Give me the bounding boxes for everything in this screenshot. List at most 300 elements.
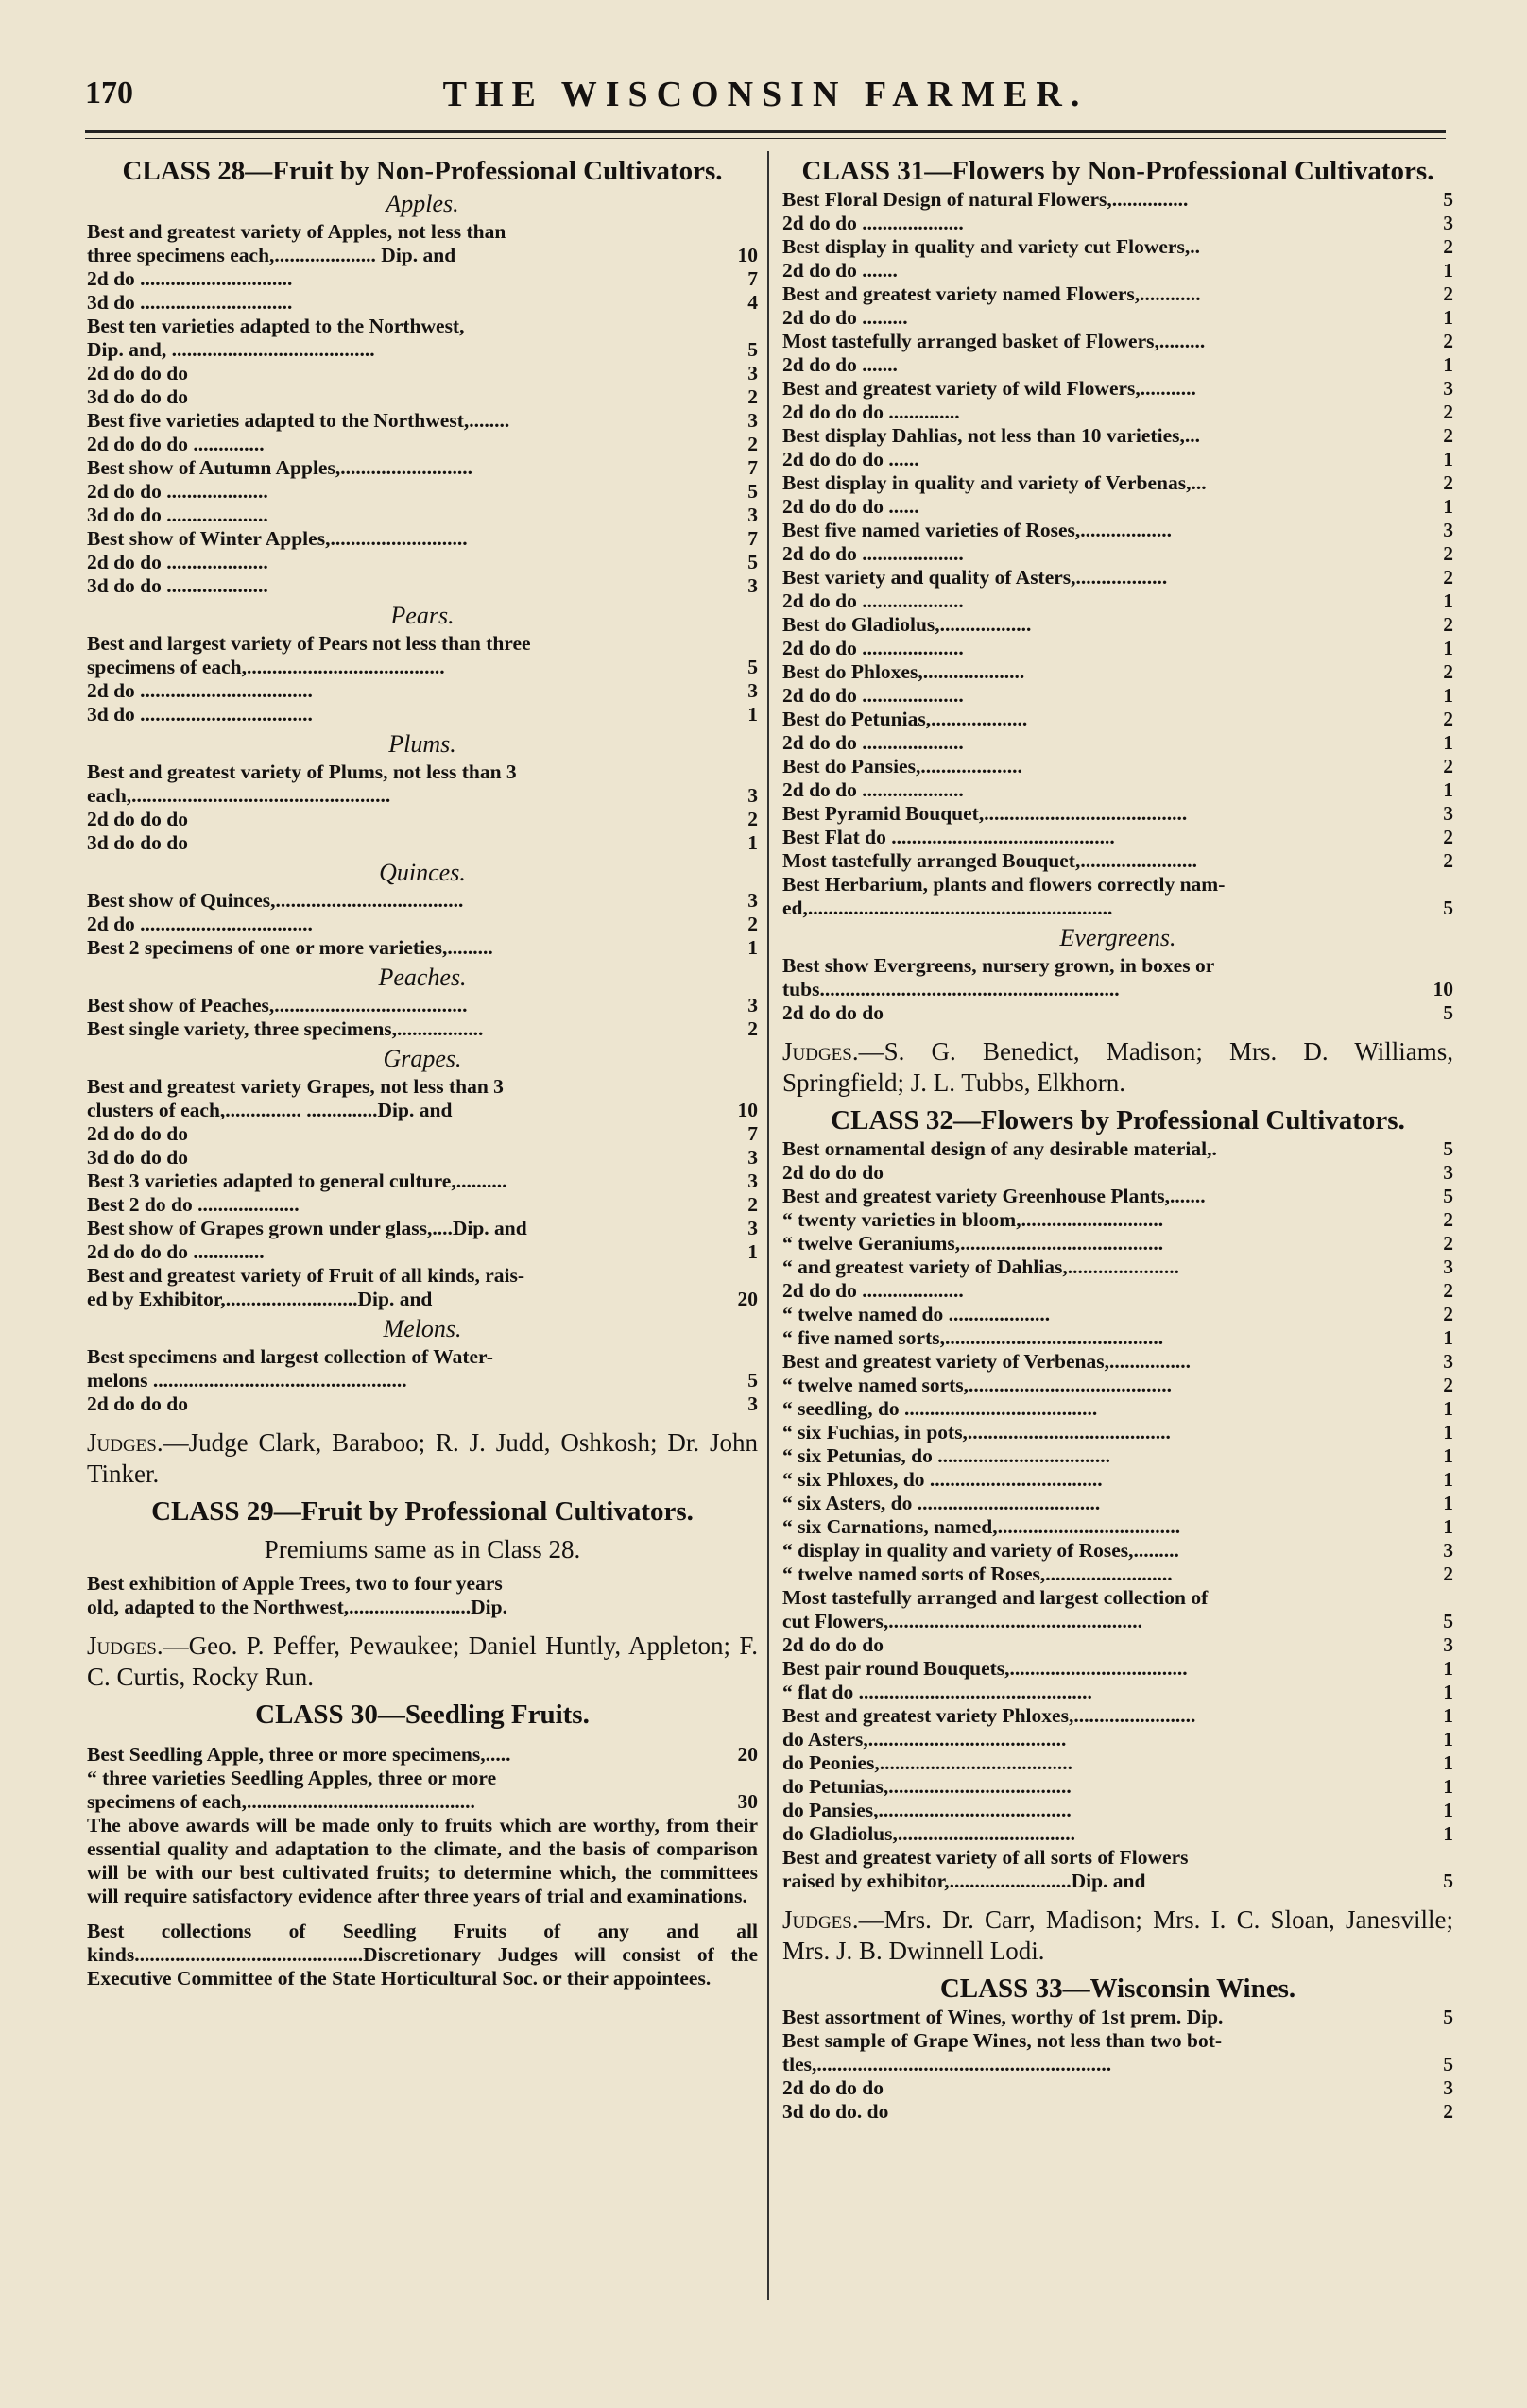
prize-value: 1 <box>1443 495 1453 518</box>
prize-line <box>782 1799 1453 1822</box>
pears-heading: Pears. <box>390 602 455 629</box>
prize-line <box>782 897 1453 920</box>
prize-line <box>782 282 1453 306</box>
prize-text: 2d do do .................... <box>87 480 268 503</box>
prize-value: 1 <box>1443 1681 1453 1703</box>
prize-line <box>87 1288 758 1311</box>
prize-value: 1 <box>1443 589 1453 612</box>
prize-value: 2 <box>747 913 758 935</box>
prize-text: 2d do do .................... <box>782 212 964 234</box>
prize-value: 3 <box>1443 377 1453 400</box>
prize-value: 3 <box>747 574 758 597</box>
judges-names: —Judge Clark, Baraboo; R. J. Judd, Oshkosh; Dr. John Tinker. <box>87 1428 758 1488</box>
prize-value: 1 <box>1443 731 1453 754</box>
prize-text: 2d do do do <box>87 808 188 830</box>
prize-text: Best single variety, three specimens,................. <box>87 1017 484 1040</box>
prize-value: 2 <box>1443 1563 1453 1585</box>
prize-line <box>782 542 1453 566</box>
plums-heading: Plums. <box>388 730 456 758</box>
prize-line <box>87 480 758 504</box>
prize-line <box>782 2029 1453 2053</box>
prize-line <box>87 913 758 936</box>
prize-text: Best 2 do do .................... <box>87 1193 300 1216</box>
prize-value: 3 <box>747 1170 758 1192</box>
prize-line <box>87 1392 758 1416</box>
prize-text: Best Seedling Apple, three or more specimens,..... <box>87 1743 511 1766</box>
prize-line <box>782 1515 1453 1539</box>
prize-text: Best do Phloxes,.................... <box>782 660 1025 683</box>
prize-value: 1 <box>747 1240 758 1263</box>
prize-value: 2 <box>1443 755 1453 777</box>
prize-value: 20 <box>737 1743 758 1766</box>
prize-text: Best show Evergreens, nursery grown, in boxes or <box>782 954 1215 977</box>
grapes-heading: Grapes. <box>383 1045 462 1072</box>
plums-list <box>87 760 758 855</box>
prize-line <box>782 826 1453 849</box>
prize-value: 3 <box>747 504 758 526</box>
prize-text: Best show of Autumn Apples,.......................... <box>87 456 472 479</box>
prize-line <box>782 212 1453 235</box>
prize-line <box>782 448 1453 471</box>
prize-line <box>782 1185 1453 1208</box>
prize-text: Best Herbarium, plants and flowers correctly nam- <box>782 873 1226 896</box>
prize-line <box>782 377 1453 401</box>
prize-line <box>87 1122 758 1146</box>
prize-value: 1 <box>1443 1326 1453 1349</box>
judges-names: —Geo. P. Peffer, Pewaukee; Daniel Huntly, Appleton; F. C. Curtis, Rocky Run. <box>87 1631 758 1691</box>
judges-class-29 <box>87 1631 758 1693</box>
prize-value: 2 <box>1443 330 1453 352</box>
prize-value: 7 <box>747 1122 758 1145</box>
prize-value: 5 <box>747 480 758 503</box>
prize-line <box>782 1492 1453 1515</box>
prize-value: 1 <box>1443 1492 1453 1514</box>
prize-value: 3 <box>1443 1255 1453 1278</box>
prize-text: Best five named varieties of Roses,.................. <box>782 519 1173 541</box>
prize-text: Best do Pansies,.................... <box>782 755 1022 777</box>
prize-line <box>782 954 1453 978</box>
prize-value: 5 <box>747 551 758 573</box>
prize-line <box>782 1374 1453 1397</box>
prize-text: tles,.......................................................... <box>782 2053 1112 2075</box>
prize-line <box>782 1633 1453 1657</box>
prize-line <box>782 259 1453 282</box>
prize-value: 1 <box>1443 448 1453 470</box>
prize-line <box>782 660 1453 684</box>
prize-line <box>782 306 1453 330</box>
prize-text: Best display in quality and variety of Verbenas,... <box>782 471 1207 494</box>
quinces-heading: Quinces. <box>379 859 466 886</box>
prize-line <box>782 1137 1453 1161</box>
prize-text: “ twelve named sorts of Roses,......................... <box>782 1563 1173 1585</box>
prize-line <box>87 889 758 913</box>
prize-line <box>782 1728 1453 1751</box>
prize-line <box>87 632 758 656</box>
prize-value: 3 <box>1443 1350 1453 1373</box>
prize-line <box>87 831 758 855</box>
prize-text: “ three varieties Seedling Apples, three or more <box>87 1767 497 1789</box>
prize-text: 2d do do .................... <box>782 637 964 659</box>
prize-line <box>782 849 1453 873</box>
class-31-heading: CLASS 31—Flowers by Non-Professional Cultivators. <box>801 156 1434 186</box>
prize-text: do Peonies,...................................... <box>782 1751 1072 1774</box>
prize-line <box>87 244 758 267</box>
prize-line <box>87 574 758 598</box>
prize-line <box>782 188 1453 212</box>
prize-value: 1 <box>1443 1468 1453 1491</box>
prize-line <box>87 1264 758 1288</box>
prize-value: 7 <box>747 456 758 479</box>
prize-text: 2d do do ....... <box>782 353 898 376</box>
prize-text: ed,............................................................ <box>782 897 1113 919</box>
prize-line <box>87 1767 758 1790</box>
prize-value: 5 <box>747 656 758 678</box>
prize-value: 3 <box>747 409 758 432</box>
judges-label: Judges. <box>782 1905 859 1934</box>
prize-value: 2 <box>1443 1279 1453 1302</box>
prize-value: 10 <box>737 1099 758 1121</box>
prize-text: Best 3 varieties adapted to general culture,.......... <box>87 1170 507 1192</box>
prize-line <box>782 1397 1453 1421</box>
prize-line <box>87 808 758 831</box>
prize-line <box>782 684 1453 708</box>
prize-text: Best and greatest variety of Verbenas,................ <box>782 1350 1191 1373</box>
prize-value: 2 <box>1443 1232 1453 1255</box>
prize-value: 1 <box>1443 1704 1453 1727</box>
prize-line <box>782 755 1453 778</box>
prize-text: Most tastefully arranged Bouquet,....................... <box>782 849 1197 872</box>
prize-text: 3d do do do <box>87 385 188 408</box>
right-column <box>782 151 1453 2124</box>
prize-line <box>87 679 758 703</box>
peaches-list <box>87 994 758 1041</box>
prize-value: 2 <box>1443 235 1453 258</box>
quinces-list <box>87 889 758 960</box>
prize-text: Best display Dahlias, not less than 10 varieties,... <box>782 424 1200 447</box>
prize-line <box>87 1146 758 1170</box>
prize-value: 7 <box>747 267 758 290</box>
prize-value: 3 <box>1443 2076 1453 2099</box>
prize-line <box>87 1345 758 1369</box>
prize-text: “ six Fuchias, in pots,........................................ <box>782 1421 1171 1443</box>
prize-text: Dip. and, ........................................ <box>87 338 375 361</box>
prize-line <box>87 936 758 960</box>
prize-text: 2d do do do <box>87 362 188 384</box>
prize-text: 2d do do .................... <box>782 778 964 801</box>
prize-value: 2 <box>747 1193 758 1216</box>
apples-heading: Apples. <box>386 190 459 217</box>
prize-value: 1 <box>747 703 758 726</box>
prize-text: Best and greatest variety named Flowers,............ <box>782 282 1201 305</box>
prize-text: clusters of each,............... ..............Dip. and <box>87 1099 453 1121</box>
prize-value: 5 <box>1443 1137 1453 1160</box>
prize-line <box>782 1303 1453 1326</box>
prize-line <box>87 504 758 527</box>
judges-names: —S. G. Benedict, Madison; Mrs. D. Williams, Springfield; J. L. Tubbs, Elkhorn. <box>782 1037 1453 1097</box>
prize-value: 2 <box>1443 401 1453 423</box>
prize-text: Best and greatest variety of wild Flowers,........... <box>782 377 1196 400</box>
prize-line <box>782 1279 1453 1303</box>
prize-value: 2 <box>747 808 758 830</box>
prize-value: 2 <box>1443 660 1453 683</box>
prize-text: Most tastefully arranged and largest collection of <box>782 1586 1209 1609</box>
prize-text: Best and greatest variety of Plums, not less than 3 <box>87 760 517 783</box>
prize-line <box>87 338 758 362</box>
prize-value: 2 <box>747 1017 758 1040</box>
prize-text: Best show of Peaches,...................................... <box>87 994 468 1016</box>
judges-label: Judges. <box>87 1631 163 1660</box>
prize-text: Best display in quality and variety cut Flowers,.. <box>782 235 1200 258</box>
prize-text: three specimens each,.................... Dip. and <box>87 244 456 266</box>
prize-text: 2d do .................................. <box>87 913 313 935</box>
judges-label: Judges. <box>782 1037 859 1066</box>
prize-text: 2d do do .................... <box>782 542 964 565</box>
judges-class-31 <box>782 1036 1453 1099</box>
prize-value: 3 <box>1443 212 1453 234</box>
prize-text: 2d do do do <box>782 1001 884 1024</box>
prize-value: 10 <box>1433 978 1453 1000</box>
prize-line <box>782 1775 1453 1799</box>
judges-class-28 <box>87 1427 758 1490</box>
prize-line <box>87 527 758 551</box>
prize-line <box>87 1099 758 1122</box>
apples-list <box>87 220 758 598</box>
prize-line <box>782 1586 1453 1610</box>
prize-value: 5 <box>747 1369 758 1392</box>
prize-text: Best do Gladiolus,.................. <box>782 613 1032 636</box>
prize-line <box>782 613 1453 637</box>
prize-line <box>87 551 758 574</box>
left-column <box>87 151 758 1990</box>
class-33-list <box>782 2006 1453 2124</box>
prize-text: 2d do do .................... <box>87 551 268 573</box>
prize-value: 5 <box>1443 1001 1453 1024</box>
prize-value: 1 <box>1443 1397 1453 1420</box>
prize-value: 2 <box>1443 708 1453 730</box>
prize-text: Best and greatest variety Greenhouse Plants,....... <box>782 1185 1206 1207</box>
prize-value: 1 <box>1443 1822 1453 1845</box>
prize-line <box>782 1208 1453 1232</box>
prize-text: 2d do do ....... <box>782 259 898 282</box>
prize-value: 1 <box>1443 1799 1453 1821</box>
prize-text: “ display in quality and variety of Roses,......... <box>782 1539 1179 1562</box>
prize-text: “ flat do .............................................. <box>782 1681 1092 1703</box>
prize-text: 2d do do do ...... <box>782 448 919 470</box>
prize-line <box>87 409 758 433</box>
prize-line <box>87 385 758 409</box>
prize-text: Best show of Grapes grown under glass,....Dip. and <box>87 1217 527 1239</box>
prize-value: 30 <box>737 1790 758 1813</box>
class-33-heading: CLASS 33—Wisconsin Wines. <box>939 1973 1296 2004</box>
prize-text: 2d do do do .............. <box>782 401 960 423</box>
prize-value: 1 <box>1443 1421 1453 1443</box>
prize-value: 1 <box>1443 1775 1453 1798</box>
prize-text: Best ten varieties adapted to the Northwest, <box>87 315 465 337</box>
class-29-list <box>87 1572 758 1619</box>
prize-text: “ seedling, do ...................................... <box>782 1397 1098 1420</box>
prize-value: 5 <box>1443 1870 1453 1892</box>
prize-line <box>87 291 758 315</box>
prize-value: 2 <box>1443 1208 1453 1231</box>
prize-text: Best exhibition of Apple Trees, two to four years <box>87 1572 503 1595</box>
prize-line <box>782 1846 1453 1870</box>
peaches-heading: Peaches. <box>378 964 467 991</box>
prize-value: 5 <box>1443 1610 1453 1632</box>
prize-text: Best show of Quinces,..................................... <box>87 889 464 912</box>
prize-text: 2d do do do .............. <box>87 433 265 455</box>
prize-text: Best show of Winter Apples,........................... <box>87 527 468 550</box>
prize-text: ed by Exhibitor,..........................Dip. and <box>87 1288 433 1310</box>
prize-value: 2 <box>1443 542 1453 565</box>
prize-text: Most tastefully arranged basket of Flowers,......... <box>782 330 1206 352</box>
prize-text: 2d do do do <box>782 2076 884 2099</box>
prize-line <box>782 589 1453 613</box>
prize-line <box>782 1468 1453 1492</box>
prize-line <box>87 267 758 291</box>
prize-text: 2d do do ......... <box>782 306 908 329</box>
prize-text: 3d do do. do <box>782 2100 889 2123</box>
prize-value: 1 <box>1443 1751 1453 1774</box>
prize-text: do Asters,....................................... <box>782 1728 1067 1750</box>
prize-value: 2 <box>1443 613 1453 636</box>
prize-line <box>782 2100 1453 2124</box>
prize-line <box>782 1657 1453 1681</box>
page-number: 170 <box>85 76 133 111</box>
prize-value: 1 <box>747 831 758 854</box>
prize-line <box>87 1075 758 1099</box>
prize-text: Best specimens and largest collection of Water- <box>87 1345 493 1368</box>
prize-text: Best 2 specimens of one or more varieties,......... <box>87 936 493 959</box>
prize-line <box>782 778 1453 802</box>
prize-text: “ twelve named do .................... <box>782 1303 1051 1325</box>
prize-value: 5 <box>1443 897 1453 919</box>
prize-value: 5 <box>1443 2006 1453 2028</box>
prize-value: 2 <box>1443 1303 1453 1325</box>
prize-value: 1 <box>1443 778 1453 801</box>
prize-value: 3 <box>747 1146 758 1169</box>
prize-line <box>782 1610 1453 1633</box>
class-32-list <box>782 1137 1453 1893</box>
prize-text: Best ornamental design of any desirable material,. <box>782 1137 1217 1160</box>
prize-text: 2d do do do <box>87 1392 188 1415</box>
page-header <box>85 68 1446 125</box>
prize-text: 2d do do .................... <box>782 1279 964 1302</box>
prize-line <box>87 433 758 456</box>
prize-text: Best sample of Grape Wines, not less than two bot- <box>782 2029 1223 2052</box>
prize-value: 1 <box>1443 1515 1453 1538</box>
prize-text: tubs........................................................... <box>782 978 1120 1000</box>
prize-line <box>782 1161 1453 1185</box>
prize-text: 2d do do do <box>87 1122 188 1145</box>
prize-text: 2d do do do ...... <box>782 495 919 518</box>
judges-label: Judges. <box>87 1428 163 1457</box>
prize-value: 3 <box>1443 1539 1453 1562</box>
prize-line <box>782 1563 1453 1586</box>
prize-line <box>782 1326 1453 1350</box>
prize-text: 3d do .............................. <box>87 291 293 314</box>
prize-text: 2d do do do .............. <box>87 1240 265 1263</box>
prize-line <box>782 1870 1453 1893</box>
prize-line <box>782 1822 1453 1846</box>
class-31-list <box>782 188 1453 920</box>
class-30-heading: CLASS 30—Seedling Fruits. <box>255 1699 590 1730</box>
judges-names: —Mrs. Dr. Carr, Madison; Mrs. I. C. Sloan, Janesville; Mrs. J. B. Dwinnell Lodi. <box>782 1905 1453 1965</box>
prize-line <box>782 1001 1453 1025</box>
prize-text: 2d do .............................. <box>87 267 293 290</box>
prize-line <box>782 330 1453 353</box>
prize-text: Best five varieties adapted to the Northwest,........ <box>87 409 510 432</box>
prize-value: 3 <box>1443 1161 1453 1184</box>
prize-line <box>87 1240 758 1264</box>
prize-text: cut Flowers,.................................................. <box>782 1610 1142 1632</box>
prize-value: 1 <box>1443 306 1453 329</box>
prize-text: Best and greatest variety of Apples, not less than <box>87 220 506 243</box>
class-30-list <box>87 1743 758 1814</box>
prize-text: Best and largest variety of Pears not less than three <box>87 632 531 655</box>
prize-value: 10 <box>737 244 758 266</box>
prize-text: raised by exhibitor,........................Dip. and <box>782 1870 1146 1892</box>
header-rule-thin <box>85 138 1446 139</box>
prize-line <box>782 1704 1453 1728</box>
prize-text: “ twelve Geraniums,........................................ <box>782 1232 1164 1255</box>
prize-value: 2 <box>1443 424 1453 447</box>
melons-list <box>87 1345 758 1416</box>
prize-value: 1 <box>1443 684 1453 707</box>
grapes-list <box>87 1075 758 1311</box>
pears-list <box>87 632 758 726</box>
class-29-note: Premiums same as in Class 28. <box>264 1535 581 1563</box>
prize-value: 3 <box>747 1392 758 1415</box>
prize-text: 3d do do do <box>87 1146 188 1169</box>
running-title: THE WISCONSIN FARMER. <box>442 75 1089 114</box>
prize-line <box>87 1170 758 1193</box>
prize-line <box>87 760 758 784</box>
prize-line <box>87 1572 758 1596</box>
prize-value: 1 <box>1443 1657 1453 1680</box>
prize-text: Best Flat do ............................................ <box>782 826 1115 848</box>
prize-line <box>87 362 758 385</box>
prize-value: 2 <box>1443 566 1453 589</box>
prize-line <box>782 1255 1453 1279</box>
prize-value: 3 <box>747 679 758 702</box>
melons-heading: Melons. <box>383 1315 462 1342</box>
prize-value: 1 <box>747 936 758 959</box>
prize-text: Best Floral Design of natural Flowers,............... <box>782 188 1189 211</box>
class-32-heading: CLASS 32—Flowers by Professional Cultivators. <box>831 1105 1405 1136</box>
prize-line <box>87 656 758 679</box>
prize-text: 2d do .................................. <box>87 679 313 702</box>
prize-value: 2 <box>1443 849 1453 872</box>
prize-value: 5 <box>1443 1185 1453 1207</box>
prize-line <box>782 353 1453 377</box>
prize-value: 2 <box>747 433 758 455</box>
prize-text: 3d do do .................... <box>87 504 268 526</box>
prize-text: 3d do do do <box>87 831 188 854</box>
prize-line <box>782 1350 1453 1374</box>
prize-value: 5 <box>747 338 758 361</box>
prize-line <box>782 1444 1453 1468</box>
header-rule <box>85 130 1446 133</box>
prize-line <box>87 994 758 1017</box>
prize-text: Best pair round Bouquets,................................... <box>782 1657 1188 1680</box>
prize-value: 4 <box>747 291 758 314</box>
prize-line <box>782 495 1453 519</box>
prize-value: 2 <box>1443 826 1453 848</box>
prize-value: 2 <box>1443 1374 1453 1396</box>
prize-line <box>87 1790 758 1814</box>
prize-text: 2d do do .................... <box>782 589 964 612</box>
prize-text: Best and greatest variety of all sorts of Flowers <box>782 1846 1189 1869</box>
